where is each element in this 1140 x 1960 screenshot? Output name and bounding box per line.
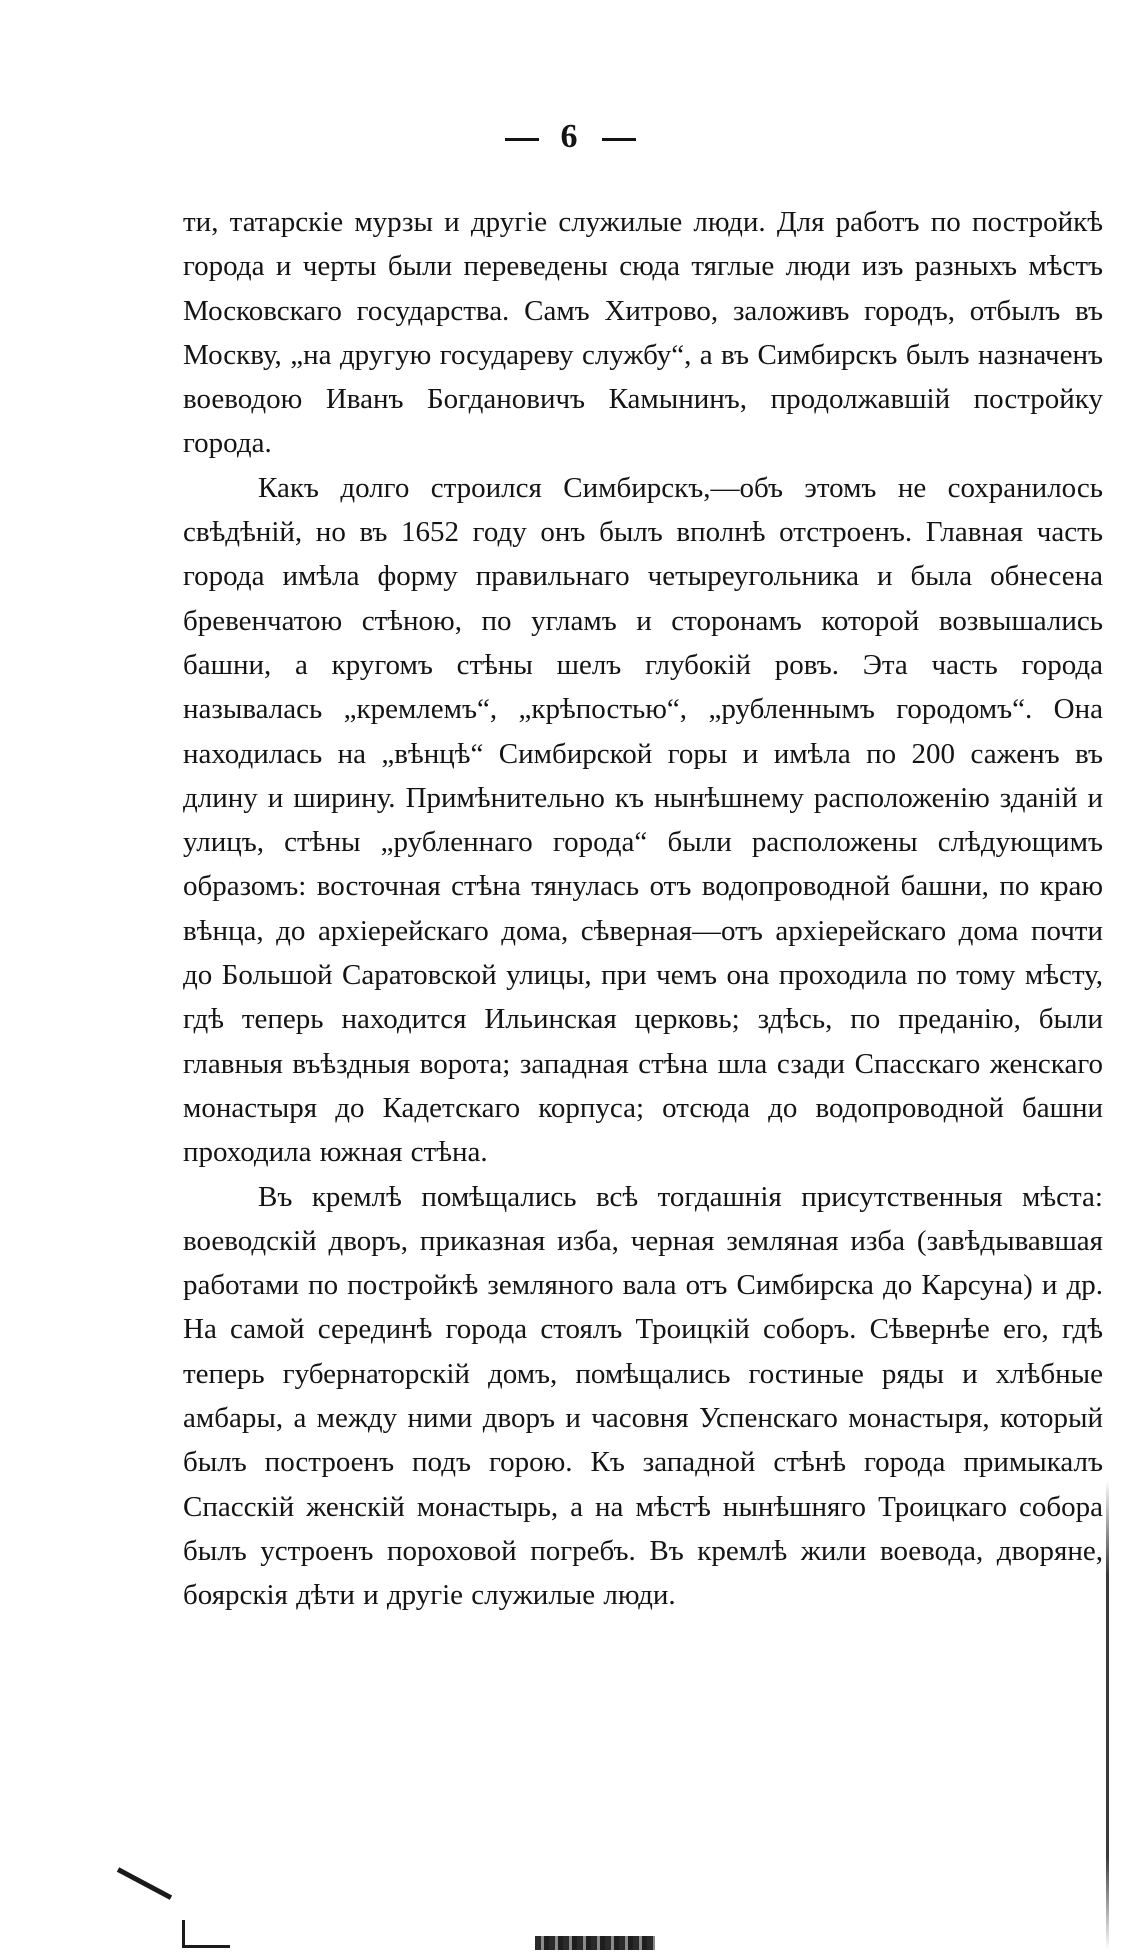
scan-mark-bottom-left [182, 1945, 230, 1948]
page-edge-line [1106, 1480, 1109, 1950]
paragraph-1: ти, татарскіе мурзы и другіе служилые люди. Для работъ по постройкѣ города и черты были переведены сюда тяглые люди изъ разныхъ мѣстъ Московскаго государства. Самъ Хитрово, заложивъ городъ, отбылъ въ Москву, „на другую государеву службу“, а въ Симбирскъ былъ назначенъ воеводою Иванъ Богдановичъ Камынинъ, продолжавшій постройку города. [183, 206, 1103, 460]
paragraph-2: Какъ долго строился Симбирскъ,—объ этомъ не сохранилось свѣдѣній, но въ 1652 году онъ былъ вполнѣ отстроенъ. Главная часть города имѣла форму правильнаго четыреугольника и была обнесена бревенчатою стѣною, по угламъ и сторонамъ которой возвышались башни, а кругомъ стѣны шелъ глубокій ровъ. Эта часть города называлась „кремлемъ“, „крѣпостью“, „рубленнымъ городомъ“. Она находилась на „вѣнцѣ“ Симбирской горы и имѣла по 200 саженъ въ длину и ширину. Примѣнительно къ нынѣшнему расположенію зданій и улицъ, стѣны „рубленнаго города“ были расположены слѣдующимъ образомъ: восточная стѣна тянулась отъ водопроводной башни, по краю вѣнца, до архіерейскаго дома, сѣверная—отъ архіерейскаго дома почти до Большой Саратовской улицы, при чемъ она проходила по тому мѣсту, гдѣ теперь находится Ильинская церковь; здѣсь, по преданію, были главныя въѣздныя ворота; западная стѣна шла сзади Спасскаго женскаго монастыря до Кадетскаго корпуса; отсюда до водопроводной башни проходила южная стѣна. [183, 471, 1103, 1169]
paragraph-3: Въ кремлѣ помѣщались всѣ тогдашнія присутственныя мѣста: воеводскій дворъ, приказная изба, черная земляная изба (завѣдывавшая работами по постройкѣ земляного вала отъ Симбирска до Карсуна) и др. На самой серединѣ города стоялъ Троицкій соборъ. Сѣвернѣе его, гдѣ теперь губернаторскій домъ, помѣщались гостиные ряды и хлѣбные амбары, а между ними дворъ и часовня Успенскаго монастыря, который былъ построенъ подъ горою. Къ западной стѣнѣ города примыкалъ Спасскій женскій монастырь, а на мѣстѣ нынѣшняго Троицкаго собора былъ устроенъ пороховой погребъ. Въ кремлѣ жили воевода, дворяне, боярскія дѣти и другіе служилые люди. [183, 1180, 1103, 1612]
page-number-dash-left [505, 138, 539, 141]
body-text [183, 200, 1103, 1618]
page-number-dash-right [602, 138, 636, 141]
library-stamp [535, 1936, 655, 1950]
scan-mark-bottom-left-vertical [182, 1920, 185, 1948]
page-number-value: 6 [560, 118, 580, 155]
scan-mark-top-left [117, 1867, 172, 1900]
page-number [0, 118, 1140, 156]
